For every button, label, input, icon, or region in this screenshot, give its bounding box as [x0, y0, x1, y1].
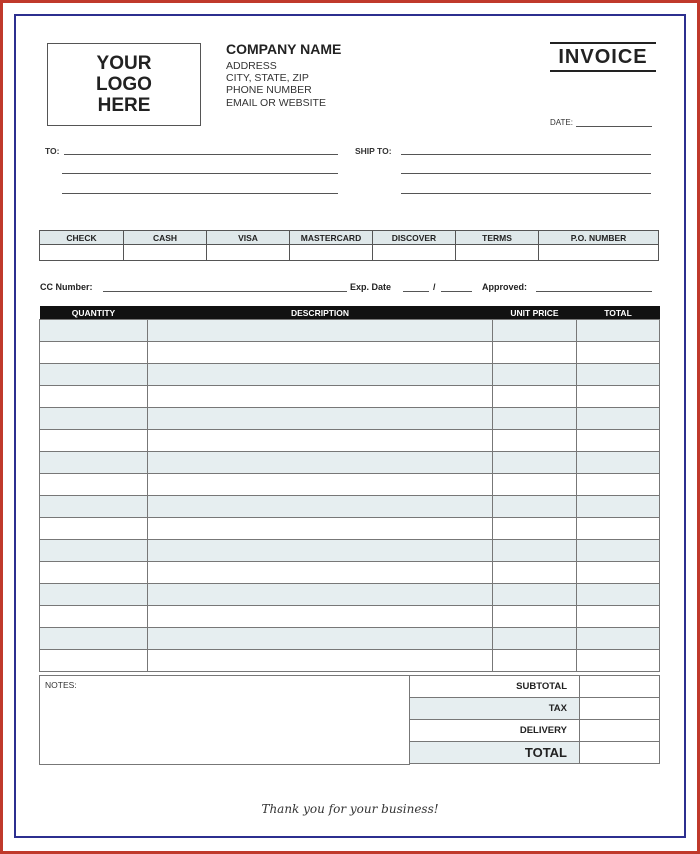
- total-cell[interactable]: [577, 518, 660, 540]
- unit-price-cell[interactable]: [493, 320, 577, 342]
- delivery-row: [410, 720, 660, 742]
- quantity-cell[interactable]: [40, 408, 148, 430]
- ship-to-label: SHIP TO:: [355, 146, 392, 156]
- tax-label: TAX: [410, 698, 580, 720]
- payment-header-discover: DISCOVER: [373, 231, 456, 245]
- to-line-3[interactable]: [62, 193, 338, 194]
- total-cell[interactable]: [577, 562, 660, 584]
- total-cell[interactable]: [577, 320, 660, 342]
- notes-label: NOTES:: [45, 680, 77, 690]
- quantity-cell[interactable]: [40, 518, 148, 540]
- unit-price-cell[interactable]: [493, 496, 577, 518]
- thank-you-message: Thank you for your business!: [261, 802, 439, 816]
- table-row: [40, 430, 660, 452]
- payment-method-table: [39, 230, 659, 261]
- items-header-row: [40, 306, 660, 320]
- total-label: TOTAL: [410, 742, 580, 764]
- approved-label: Approved:: [482, 282, 527, 292]
- table-row: [40, 540, 660, 562]
- header-quantity: QUANTITY: [40, 306, 148, 320]
- subtotal-label: SUBTOTAL: [410, 676, 580, 698]
- payment-terms-cell[interactable]: [456, 245, 539, 261]
- unit-price-cell[interactable]: [493, 452, 577, 474]
- exp-year-line[interactable]: [441, 291, 472, 292]
- logo-line-3: HERE: [97, 95, 151, 116]
- logo-line-1: YOUR: [96, 53, 152, 74]
- ship-to-line-3[interactable]: [401, 193, 651, 194]
- description-cell[interactable]: [148, 320, 493, 342]
- table-row: [40, 518, 660, 540]
- total-cell[interactable]: [577, 650, 660, 672]
- description-cell[interactable]: [148, 430, 493, 452]
- description-cell[interactable]: [148, 606, 493, 628]
- unit-price-cell[interactable]: [493, 562, 577, 584]
- date-line[interactable]: [576, 126, 652, 127]
- notes-box[interactable]: [39, 675, 410, 765]
- description-cell[interactable]: [148, 342, 493, 364]
- quantity-cell[interactable]: [40, 452, 148, 474]
- quantity-cell[interactable]: [40, 584, 148, 606]
- description-cell[interactable]: [148, 364, 493, 386]
- description-cell[interactable]: [148, 628, 493, 650]
- description-cell[interactable]: [148, 496, 493, 518]
- payment-header-cash: CASH: [124, 231, 207, 245]
- payment-check-cell[interactable]: [40, 245, 124, 261]
- header-unit-price: UNIT PRICE: [493, 306, 577, 320]
- payment-po-number-cell[interactable]: [539, 245, 659, 261]
- unit-price-cell[interactable]: [493, 386, 577, 408]
- payment-cash-cell[interactable]: [124, 245, 207, 261]
- table-row: [40, 606, 660, 628]
- quantity-cell[interactable]: [40, 628, 148, 650]
- invoice-title: INVOICE: [550, 42, 656, 72]
- total-row: [410, 742, 660, 764]
- unit-price-cell[interactable]: [493, 342, 577, 364]
- payment-visa-cell[interactable]: [207, 245, 290, 261]
- logo-placeholder: [47, 43, 201, 126]
- total-cell[interactable]: [577, 606, 660, 628]
- header-total: TOTAL: [577, 306, 660, 320]
- payment-discover-cell[interactable]: [373, 245, 456, 261]
- to-line-2[interactable]: [62, 173, 338, 174]
- ship-to-line-2[interactable]: [401, 173, 651, 174]
- quantity-cell[interactable]: [40, 386, 148, 408]
- table-row: [40, 364, 660, 386]
- total-cell[interactable]: [577, 628, 660, 650]
- date-label: DATE:: [550, 118, 573, 127]
- quantity-cell[interactable]: [40, 650, 148, 672]
- unit-price-cell[interactable]: [493, 364, 577, 386]
- unit-price-cell[interactable]: [493, 650, 577, 672]
- table-row: [40, 342, 660, 364]
- quantity-cell[interactable]: [40, 496, 148, 518]
- payment-mastercard-cell[interactable]: [290, 245, 373, 261]
- line-items-table: [39, 306, 660, 672]
- quantity-cell[interactable]: [40, 540, 148, 562]
- total-cell[interactable]: [577, 452, 660, 474]
- table-row: [40, 562, 660, 584]
- quantity-cell[interactable]: [40, 342, 148, 364]
- subtotal-value[interactable]: [580, 676, 660, 698]
- total-cell[interactable]: [577, 474, 660, 496]
- company-email: EMAIL OR WEBSITE: [226, 97, 326, 109]
- totals-table: [409, 675, 660, 764]
- description-cell[interactable]: [148, 386, 493, 408]
- unit-price-cell[interactable]: [493, 430, 577, 452]
- description-cell[interactable]: [148, 474, 493, 496]
- total-cell[interactable]: [577, 584, 660, 606]
- unit-price-cell[interactable]: [493, 606, 577, 628]
- total-cell[interactable]: [577, 430, 660, 452]
- unit-price-cell[interactable]: [493, 408, 577, 430]
- quantity-cell[interactable]: [40, 430, 148, 452]
- unit-price-cell[interactable]: [493, 540, 577, 562]
- tax-value[interactable]: [580, 698, 660, 720]
- ship-to-line-1[interactable]: [401, 154, 651, 155]
- table-row: [40, 650, 660, 672]
- table-row: [40, 584, 660, 606]
- quantity-cell[interactable]: [40, 364, 148, 386]
- approved-line[interactable]: [536, 291, 652, 292]
- company-phone: PHONE NUMBER: [226, 84, 312, 96]
- payment-header-visa: VISA: [207, 231, 290, 245]
- total-cell[interactable]: [577, 540, 660, 562]
- delivery-label: DELIVERY: [410, 720, 580, 742]
- table-row: [40, 408, 660, 430]
- table-row: [40, 386, 660, 408]
- cc-number-label: CC Number:: [40, 282, 93, 292]
- total-cell[interactable]: [577, 342, 660, 364]
- description-cell[interactable]: [148, 540, 493, 562]
- subtotal-row: [410, 676, 660, 698]
- items-body: [40, 320, 660, 672]
- unit-price-cell[interactable]: [493, 628, 577, 650]
- tax-row: [410, 698, 660, 720]
- unit-price-cell[interactable]: [493, 474, 577, 496]
- description-cell[interactable]: [148, 452, 493, 474]
- quantity-cell[interactable]: [40, 562, 148, 584]
- total-cell[interactable]: [577, 386, 660, 408]
- cc-number-line[interactable]: [103, 291, 347, 292]
- delivery-value[interactable]: [580, 720, 660, 742]
- payment-header-terms: TERMS: [456, 231, 539, 245]
- exp-month-line[interactable]: [403, 291, 429, 292]
- description-cell[interactable]: [148, 584, 493, 606]
- payment-header-check: CHECK: [40, 231, 124, 245]
- payment-header-po-number: P.O. NUMBER: [539, 231, 659, 245]
- table-row: [40, 474, 660, 496]
- company-name: COMPANY NAME: [226, 41, 342, 57]
- company-city: CITY, STATE, ZIP: [226, 72, 309, 84]
- header-description: DESCRIPTION: [148, 306, 493, 320]
- description-cell[interactable]: [148, 650, 493, 672]
- table-row: [40, 496, 660, 518]
- quantity-cell[interactable]: [40, 320, 148, 342]
- company-address: ADDRESS: [226, 60, 277, 72]
- description-cell[interactable]: [148, 518, 493, 540]
- table-row: [40, 452, 660, 474]
- payment-header-mastercard: MASTERCARD: [290, 231, 373, 245]
- quantity-cell[interactable]: [40, 606, 148, 628]
- table-row: [40, 320, 660, 342]
- description-cell[interactable]: [148, 562, 493, 584]
- total-cell[interactable]: [577, 364, 660, 386]
- unit-price-cell[interactable]: [493, 518, 577, 540]
- total-cell[interactable]: [577, 408, 660, 430]
- total-value[interactable]: [580, 742, 660, 764]
- unit-price-cell[interactable]: [493, 584, 577, 606]
- to-line-1[interactable]: [64, 154, 338, 155]
- quantity-cell[interactable]: [40, 474, 148, 496]
- logo-line-2: LOGO: [96, 74, 152, 95]
- to-label: TO:: [45, 146, 60, 156]
- table-row: [40, 628, 660, 650]
- total-cell[interactable]: [577, 496, 660, 518]
- exp-date-label: Exp. Date: [350, 282, 392, 292]
- description-cell[interactable]: [148, 408, 493, 430]
- cc-row: [40, 282, 93, 292]
- payment-input-row: [40, 245, 659, 261]
- payment-header-row: [40, 231, 659, 245]
- exp-slash: /: [433, 282, 436, 292]
